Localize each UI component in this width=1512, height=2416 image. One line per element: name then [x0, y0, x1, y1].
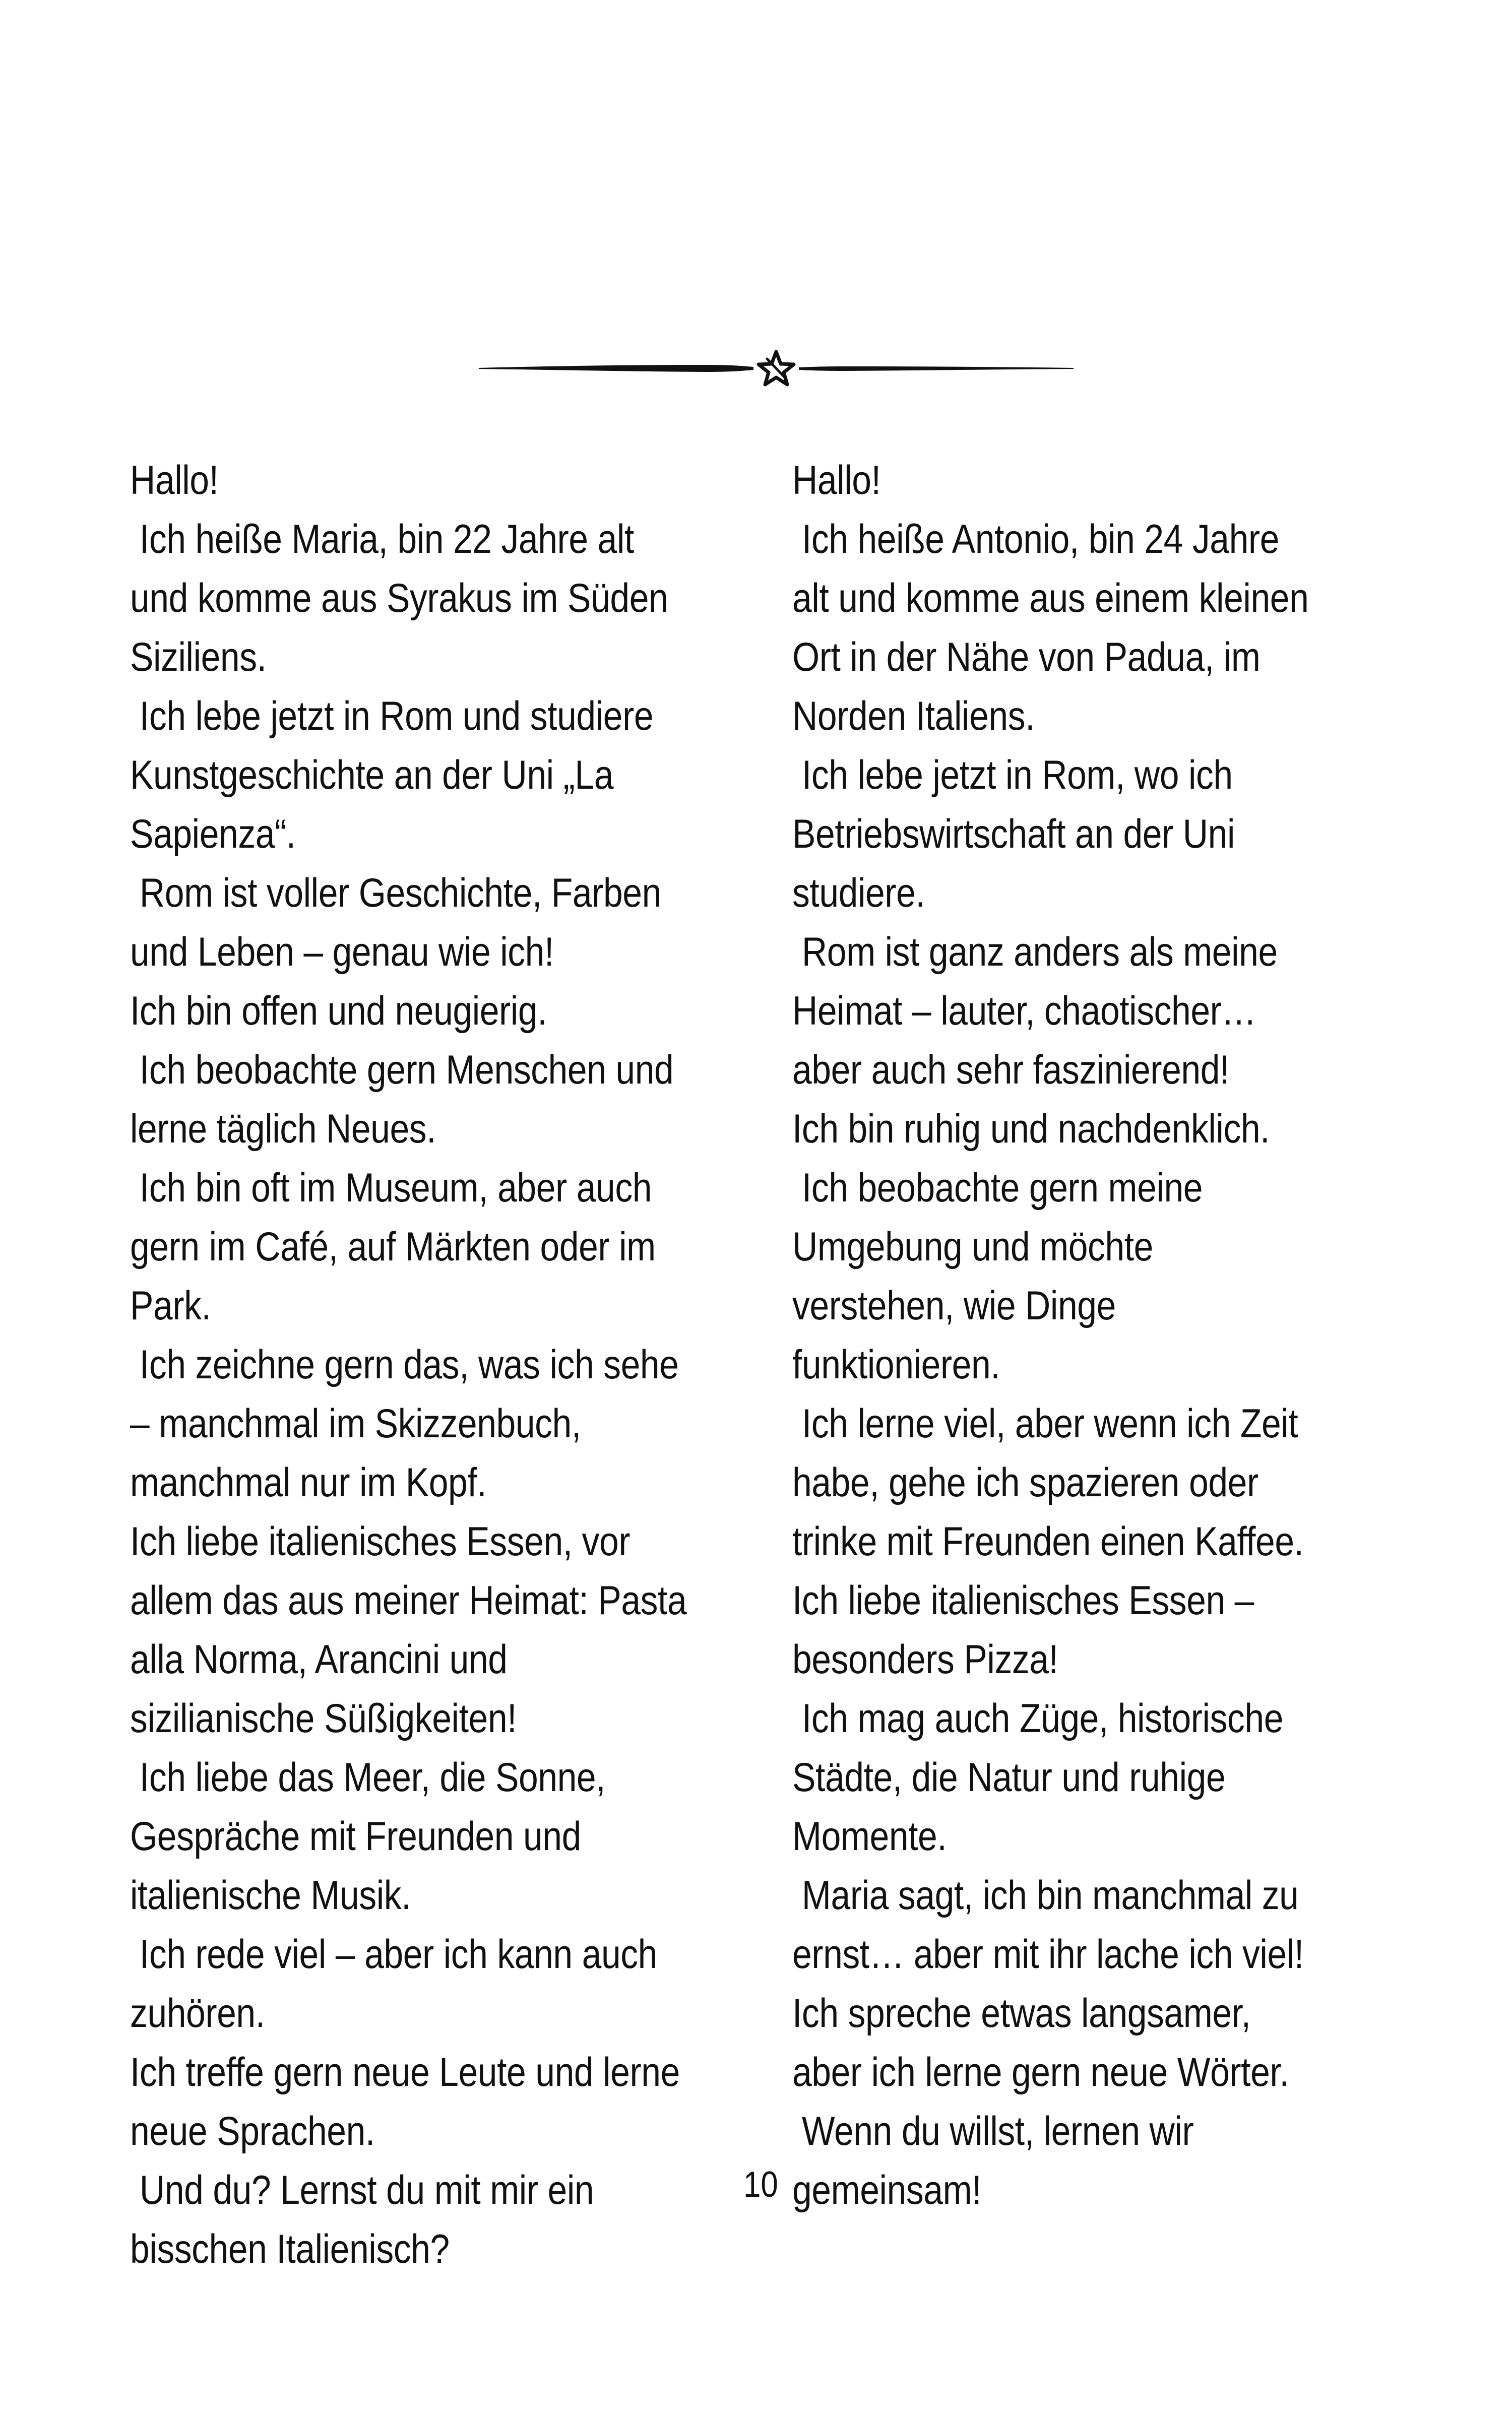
text-line: Ich beobachte gern Menschen und — [130, 1047, 674, 1093]
text-line: Ich liebe das Meer, die Sonne, — [130, 1755, 606, 1800]
text-line: neue Sprachen. — [130, 2109, 375, 2154]
text-line: Sapienza“. — [130, 811, 296, 857]
text-line: – manchmal im Skizzenbuch, — [130, 1401, 581, 1446]
text-line: italienische Musik. — [130, 1873, 411, 1918]
text-line: Maria sagt, ich bin manchmal zu — [792, 1873, 1299, 1918]
text-line: Ich liebe italienisches Essen, vor — [130, 1519, 631, 1564]
text-line: Ich spreche etwas langsamer, — [792, 1991, 1251, 2036]
text-line: Rom ist voller Geschichte, Farben — [130, 870, 661, 916]
text-line: alt und komme aus einem kleinen — [792, 576, 1309, 621]
text-line: Betriebswirtschaft an der Uni — [792, 811, 1235, 857]
text-line: Ort in der Nähe von Padua, im — [792, 634, 1261, 680]
text-line: allem das aus meiner Heimat: Pasta — [130, 1578, 687, 1623]
text-line: Heimat – lauter, chaotischer… — [792, 988, 1256, 1034]
text-line: Ich beobachte gern meine — [792, 1165, 1203, 1211]
text-line: Ich liebe italienisches Essen – — [792, 1578, 1254, 1623]
text-line: gern im Café, auf Märkten oder im — [130, 1224, 656, 1269]
text-line: Und du? Lernst du mit mir ein — [130, 2168, 594, 2213]
text-line: lerne täglich Neues. — [130, 1106, 436, 1152]
left-column-text — [130, 451, 760, 2279]
text-line: Umgebung und möchte — [792, 1224, 1153, 1269]
star-icon — [759, 352, 794, 385]
text-line: funktionieren. — [792, 1342, 1000, 1387]
text-line: Städte, die Natur und ruhige — [792, 1755, 1226, 1800]
text-line: und Leben – genau wie ich! — [130, 929, 554, 975]
text-line: Gespräche mit Freunden und — [130, 1814, 581, 1859]
text-line: Wenn du willst, lernen wir — [792, 2109, 1194, 2154]
text-line: Ich bin oft im Museum, aber auch — [130, 1165, 652, 1211]
text-line: zuhören. — [130, 1991, 265, 2036]
text-line: Kunstgeschichte an der Uni „La — [130, 752, 614, 798]
text-line: Ich zeichne gern das, was ich sehe — [130, 1342, 679, 1387]
text-line: Ich lerne viel, aber wenn ich Zeit — [792, 1401, 1298, 1446]
text-line: sizilianische Süßigkeiten! — [130, 1696, 517, 1741]
text-line: alla Norma, Arancini und — [130, 1637, 508, 1682]
text-line: aber ich lerne gern neue Wörter. — [792, 2050, 1289, 2095]
text-line: ernst… aber mit ihr lache ich viel! — [792, 1932, 1304, 1977]
text-line: besonders Pizza! — [792, 1637, 1058, 1682]
text-line: trinke mit Freunden einen Kaffee. — [792, 1519, 1304, 1564]
text-line: Rom ist ganz anders als meine — [792, 929, 1278, 975]
text-line: verstehen, wie Dinge — [792, 1283, 1116, 1328]
star-divider — [479, 348, 1074, 388]
text-line: Momente. — [792, 1814, 947, 1859]
text-line: habe, gehe ich spazieren oder — [792, 1460, 1258, 1505]
divider-line-right — [799, 366, 1074, 371]
text-line: Park. — [130, 1283, 211, 1328]
text-line: gemeinsam! — [792, 2168, 982, 2213]
text-line: studiere. — [792, 870, 925, 916]
text-line: Ich lebe jetzt in Rom und studiere — [130, 693, 654, 739]
text-line: Ich heiße Antonio, bin 24 Jahre — [792, 517, 1280, 562]
text-line: bisschen Italienisch? — [130, 2227, 450, 2272]
text-line: Ich bin ruhig und nachdenklich. — [792, 1106, 1270, 1152]
text-line: aber auch sehr faszinierend! — [792, 1047, 1229, 1093]
text-line: Norden Italiens. — [792, 693, 1035, 739]
text-line: Ich bin offen und neugierig. — [130, 988, 547, 1034]
text-line: Hallo! — [130, 458, 219, 503]
right-column-text — [792, 451, 1412, 2220]
text-line: manchmal nur im Kopf. — [130, 1460, 487, 1505]
divider-graphic — [479, 348, 1074, 388]
text-line: Ich rede viel – aber ich kann auch — [130, 1932, 657, 1977]
text-line: Ich treffe gern neue Leute und lerne — [130, 2050, 680, 2095]
text-line: und komme aus Syrakus im Süden — [130, 576, 668, 621]
text-line: Ich mag auch Züge, historische — [792, 1696, 1284, 1741]
text-line: Ich lebe jetzt in Rom, wo ich — [792, 752, 1233, 798]
text-line: Hallo! — [792, 458, 881, 503]
divider-line-left — [479, 365, 753, 372]
page-number: 10 — [743, 2165, 778, 2205]
text-line: Ich heiße Maria, bin 22 Jahre alt — [130, 517, 634, 562]
text-line: Siziliens. — [130, 634, 267, 680]
